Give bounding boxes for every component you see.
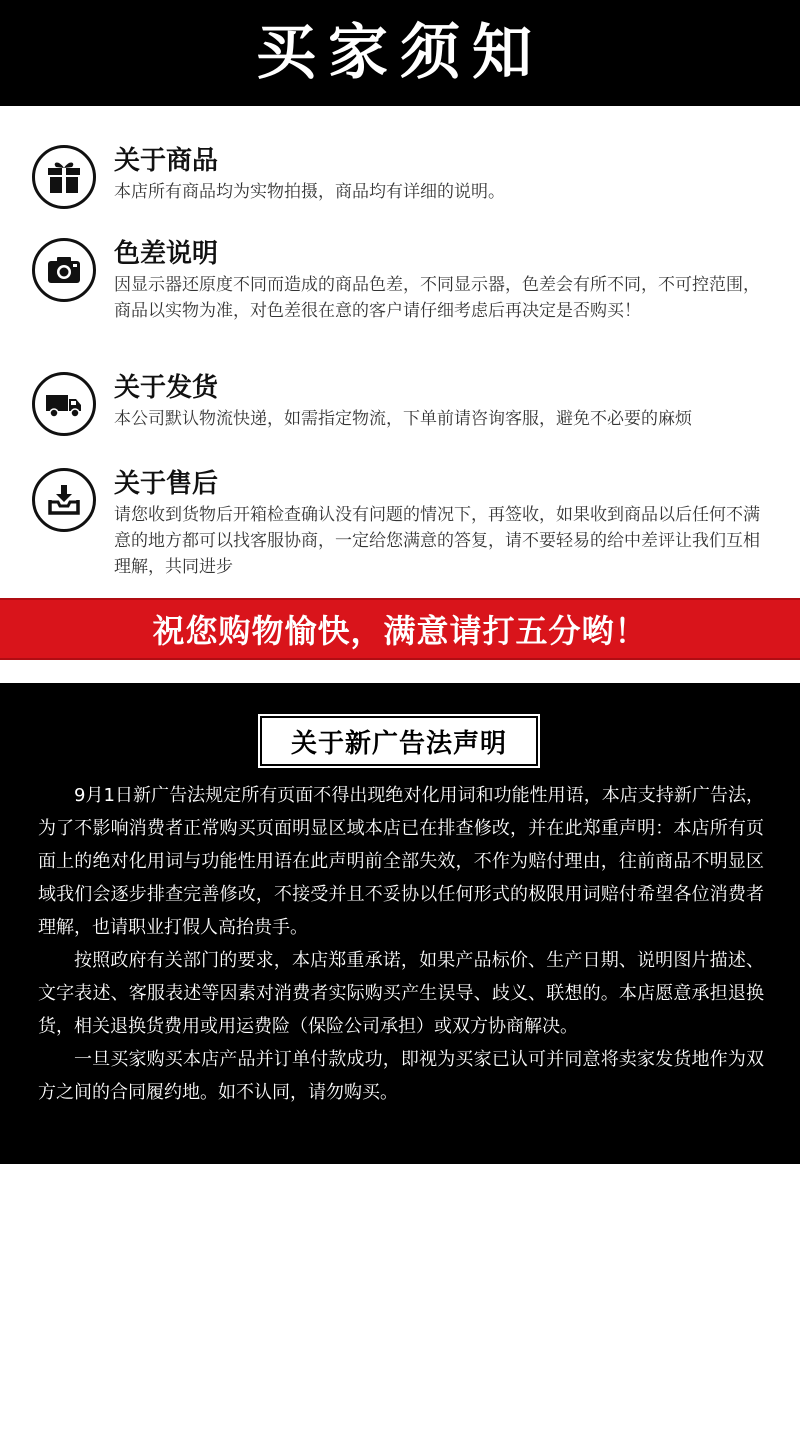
ad-law-notice xyxy=(0,683,800,1164)
section-body: 本公司默认物流快递，如需指定物流，下单前请咨询客服，避免不必要的麻烦 xyxy=(114,409,692,429)
notice-title: 关于新广告法声明 xyxy=(290,728,507,759)
camera-icon xyxy=(32,238,96,302)
gift-icon xyxy=(32,145,96,209)
notice-paragraph: 按照政府有关部门的要求，本店郑重承诺，如果产品标价、生产日期、说明图片描述、文字表述、客服表述等因素对消费者实际购买产生误导、歧义、联想的。本店愿意承担退换货，相关退换货费用或用运费险（保险公司承担）或双方协商解决。 xyxy=(38,950,764,1037)
section-title: 色差说明 xyxy=(114,239,219,269)
truck-icon xyxy=(32,372,96,436)
notice-paragraph: 9月1日新广告法规定所有页面不得出现绝对化用词和功能性用语，本店支持新广告法，为了不影响消费者正常购买页面明显区域本店已在排查修改，并在此郑重声明：本店所有页面上的绝对化用词与功能性用语在此声明前全部失效，不作为赔付理由，往前商品不明显区域我们会逐步排查完善修改，不接受并且不妥协以任何形式的极限用词赔付希望各位消费者理解，也请职业打假人高抬贵手。 xyxy=(38,785,764,938)
section-title: 关于售后 xyxy=(114,469,219,499)
section-body: 本店所有商品均为实物拍摄，商品均有详细的说明。 xyxy=(114,182,505,202)
inbox-download-icon xyxy=(32,468,96,532)
notice-title-box xyxy=(260,716,538,766)
section-title: 关于商品 xyxy=(114,146,219,176)
notice-body xyxy=(38,779,764,1109)
section-title: 关于发货 xyxy=(114,373,219,403)
banner-text: 祝您购物愉快，满意请打五分哟！ xyxy=(152,612,648,650)
greeting-banner xyxy=(0,598,800,660)
page-title: 买家须知 xyxy=(256,18,544,88)
page-header xyxy=(0,0,800,106)
section-body: 请您收到货物后开箱检查确认没有问题的情况下，再签收，如果收到商品以后任何不满意的地方都可以找客服协商，一定给您满意的答复，请不要轻易的给中差评让我们互相理解，共同进步 xyxy=(114,505,760,577)
section-body: 因显示器还原度不同而造成的商品色差，不同显示器，色差会有所不同，不可控范围，商品以实物为准，对色差很在意的客户请仔细考虑后再决定是否购买！ xyxy=(114,275,760,321)
notice-paragraph: 一旦买家购买本店产品并订单付款成功，即视为买家已认可并同意将卖家发货地作为双方之间的合同履约地。如不认同，请勿购买。 xyxy=(38,1049,764,1103)
